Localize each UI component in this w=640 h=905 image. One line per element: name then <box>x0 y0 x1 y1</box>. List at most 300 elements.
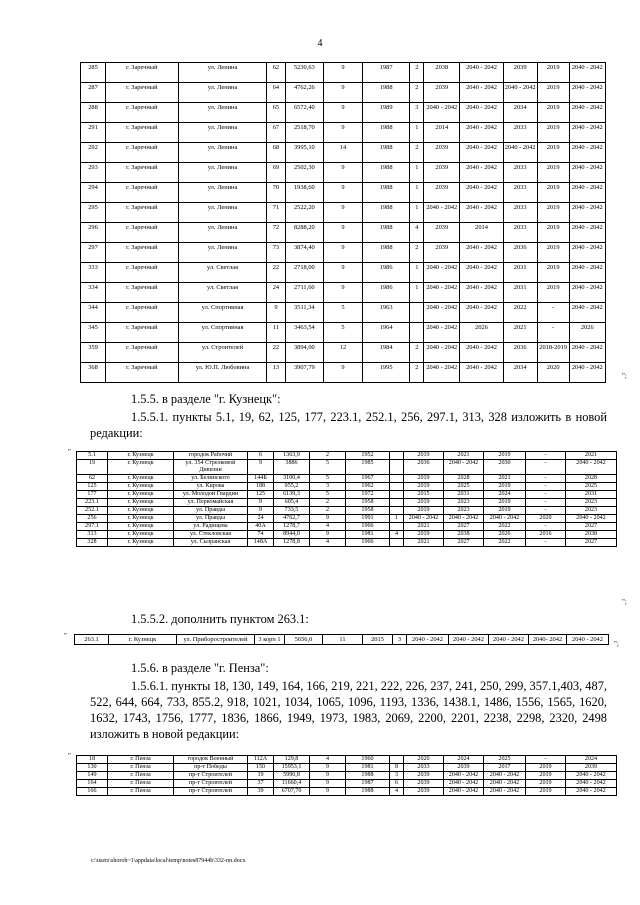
table-cell: 8 <box>390 764 404 772</box>
document-path: c:\users\shoroh~1\appdata\local\temp\notes87944b\332-пп.docx <box>91 858 246 864</box>
table-row <box>77 452 617 460</box>
table-cell: 1278,8 <box>274 539 310 547</box>
table-cell: 18 <box>77 756 108 764</box>
table-cell: 2019 <box>537 163 569 183</box>
table-cell <box>390 499 404 507</box>
table-cell: 2040 - 2042 <box>460 163 503 183</box>
table-cell: 3463,54 <box>285 323 324 343</box>
table-cell: 2040 - 2042 <box>407 635 449 645</box>
table-cell: 1938,60 <box>285 183 324 203</box>
table-cell: 9 <box>324 63 363 83</box>
table-row <box>77 460 617 475</box>
table-cell: 15953,1 <box>274 764 310 772</box>
table-cell: 2 <box>410 143 424 163</box>
table-cell: 2027 <box>444 523 484 531</box>
table-cell: 2039 <box>424 163 460 183</box>
table-cell: 9 <box>267 303 285 323</box>
table-cell: 72 <box>267 223 285 243</box>
table-cell: 2024 <box>484 491 526 499</box>
table-cell: 11 <box>267 323 285 343</box>
table-cell: 294 <box>81 183 106 203</box>
table-cell: г. Кузнецк <box>108 491 174 499</box>
table-cell: 9 <box>324 183 363 203</box>
table-cell: г. Кузнецк <box>108 452 174 460</box>
table-cell: г. Пенза <box>108 772 174 780</box>
table-cell: г. Кузнецк <box>108 507 174 515</box>
table-cell: 2040 - 2042 <box>569 263 605 283</box>
table-cell: 955,2 <box>274 483 310 491</box>
table-cell: 3511,34 <box>285 303 324 323</box>
table-cell: г. Заречный <box>106 63 179 83</box>
table-cell: 2 <box>310 452 346 460</box>
table-row <box>81 203 606 223</box>
table-cell: 5656,0 <box>285 635 323 645</box>
table-cell: 1988 <box>362 163 410 183</box>
table-cell: 1952 <box>346 452 390 460</box>
table-cell: ул. Правды <box>174 507 248 515</box>
table-cell: ул. Радищева <box>174 523 248 531</box>
table-cell: 9 <box>310 515 346 523</box>
table-cell: 125 <box>248 491 274 499</box>
table4-open-quote: " <box>68 752 71 760</box>
table-cell: 2040 - 2042 <box>424 103 460 123</box>
table-cell: 2040 - 2042 <box>424 303 460 323</box>
table-penza <box>76 755 617 796</box>
table-cell: г. Заречный <box>106 363 179 383</box>
table-cell: 605,4 <box>274 499 310 507</box>
table-cell: г. Заречный <box>106 323 179 343</box>
table-cell: ул. Ленина <box>178 183 267 203</box>
table-cell: 2033 <box>503 163 537 183</box>
table-cell: 1986 <box>362 263 410 283</box>
table-cell: г. Заречный <box>106 83 179 103</box>
table-cell: 39 <box>248 788 274 796</box>
table-cell: 2040 - 2042 <box>566 788 617 796</box>
table-cell: 177 <box>77 491 108 499</box>
table-cell: - <box>526 756 566 764</box>
table-cell: 2025 <box>444 483 484 491</box>
table-cell: 2040 - 2042 <box>460 123 503 143</box>
table-row <box>77 539 617 547</box>
table-cell: 1988 <box>362 83 410 103</box>
table-cell: 22 <box>267 263 285 283</box>
table-row <box>75 635 609 645</box>
table-cell: 1363,9 <box>274 452 310 460</box>
table-cell: 287 <box>81 83 106 103</box>
table-cell: 9 <box>310 788 346 796</box>
table-cell: 2039 <box>444 764 484 772</box>
table-cell: 297 <box>81 243 106 263</box>
table-cell: 2033 <box>503 123 537 143</box>
table-cell: - <box>526 523 566 531</box>
table-cell: г. Пенза <box>108 780 174 788</box>
table-row <box>81 83 606 103</box>
table-cell: 129,8 <box>274 756 310 764</box>
table-cell: 12 <box>324 343 363 363</box>
table-cell: 150 <box>248 764 274 772</box>
table-row <box>81 103 606 123</box>
table-cell: 9 <box>324 123 363 143</box>
table-cell: 2024 <box>566 756 617 764</box>
table-cell: 1960 <box>346 756 390 764</box>
table-cell: ул. Ленина <box>178 123 267 143</box>
table-cell: 1991 <box>346 515 390 523</box>
table-cell: 2033 <box>503 183 537 203</box>
table-cell: 2019 <box>537 103 569 123</box>
table-cell: 2024 <box>444 756 484 764</box>
table-cell: 1988 <box>362 223 410 243</box>
table-cell: 2023 <box>566 507 617 515</box>
table-cell: г. Кузнецк <box>108 539 174 547</box>
table-cell <box>390 539 404 547</box>
table-cell: г. Кузнецк <box>108 483 174 491</box>
table-row <box>77 788 617 796</box>
table-cell: 2040 - 2042 <box>444 460 484 475</box>
table-cell: 2518,70 <box>285 123 324 143</box>
table-cell: г. Заречный <box>106 163 179 183</box>
table-cell: 4762,7 <box>274 515 310 523</box>
table-cell: 2038 <box>424 63 460 83</box>
table-cell: 24 <box>248 515 274 523</box>
table-cell: 2017 <box>484 764 526 772</box>
table-cell: 8944,0 <box>274 531 310 539</box>
table-cell: ул. Ленина <box>178 63 267 83</box>
table-cell: 6 <box>390 780 404 788</box>
table-cell: 2033 <box>503 203 537 223</box>
table-cell: 2027 <box>566 523 617 531</box>
table-cell: 125 <box>77 483 108 491</box>
table-cell: 2014 <box>424 123 460 143</box>
table-cell: 2026 <box>484 531 526 539</box>
table-cell: 2522,20 <box>285 203 324 223</box>
table-kuznetsk-add <box>74 634 609 645</box>
table-cell: 2039 <box>424 183 460 203</box>
table-cell: 3874,40 <box>285 243 324 263</box>
table-cell: 252.1 <box>77 507 108 515</box>
table-cell: 3995,10 <box>285 143 324 163</box>
table-cell: ул. Ленина <box>178 143 267 163</box>
table-cell: - <box>526 491 566 499</box>
table-cell: 333 <box>81 263 106 283</box>
table-row <box>81 283 606 303</box>
table-cell: 293 <box>81 163 106 183</box>
table-cell: 2040 - 2042 <box>569 283 605 303</box>
table-cell: 4 <box>390 531 404 539</box>
table-cell: 1987 <box>346 780 390 788</box>
table-cell: 5 <box>324 303 363 323</box>
table-cell: 2040 - 2042 <box>566 460 617 475</box>
table-cell: 2040 - 2042 <box>460 203 503 223</box>
table-cell: 9 <box>248 499 274 507</box>
table-cell <box>390 491 404 499</box>
table3-open-quote: " <box>64 632 67 640</box>
table-row <box>81 123 606 143</box>
table-cell: 1967 <box>346 475 390 483</box>
table-cell: 1986 <box>362 283 410 303</box>
table-cell: 2021 <box>444 452 484 460</box>
table-cell: 68 <box>267 143 285 163</box>
table-cell: 5230,63 <box>285 63 324 83</box>
table-cell: 2718,00 <box>285 263 324 283</box>
table-cell: 2040 - 2042 <box>424 203 460 223</box>
table-cell: 2019 <box>537 223 569 243</box>
table-cell: 2040 - 2042 <box>569 143 605 163</box>
table-cell: 296 <box>81 223 106 243</box>
table-cell: 1988 <box>346 788 390 796</box>
table-cell: 2019 <box>537 263 569 283</box>
table-cell: г. Заречный <box>106 263 179 283</box>
table-cell: 2040 - 2042 <box>460 63 503 83</box>
table-cell: 334 <box>81 283 106 303</box>
table-cell: 256 <box>77 515 108 523</box>
table-cell: ул. Сызранская <box>174 539 248 547</box>
table-cell: г. Кузнецк <box>108 515 174 523</box>
table-cell: 2 <box>410 363 424 383</box>
table-cell: 1981 <box>346 531 390 539</box>
table-cell: городок Рабочий <box>174 452 248 460</box>
table-cell: 1989 <box>362 103 410 123</box>
table-cell: 2040 - 2042 <box>569 203 605 223</box>
table-row <box>81 343 606 363</box>
table-cell: 4 <box>310 539 346 547</box>
table-cell: 3 корп 1 <box>255 635 285 645</box>
table-cell: 2028 <box>566 475 617 483</box>
table-row <box>81 143 606 163</box>
table-row <box>77 491 617 499</box>
table-cell: 2030 <box>484 460 526 475</box>
table-cell: 2040 - 2042 <box>460 363 503 383</box>
table-row <box>77 756 617 764</box>
table-cell: 2 <box>410 83 424 103</box>
table-cell: 2039 <box>566 764 617 772</box>
table-cell: 2019 <box>537 123 569 143</box>
table-cell: ул. Ленина <box>178 203 267 223</box>
table-cell: 2040 - 2042 <box>569 103 605 123</box>
table-cell: 2040 - 2042 <box>569 183 605 203</box>
table-row <box>77 499 617 507</box>
table-cell: ул. Спортивная <box>178 303 267 323</box>
table-cell: 2040 - 2042 <box>444 780 484 788</box>
table-cell: 130 <box>77 764 108 772</box>
table-cell: 2020 <box>537 363 569 383</box>
table-cell: 359 <box>81 343 106 363</box>
table-cell: 2019 <box>537 243 569 263</box>
table-cell: 2025 <box>566 483 617 491</box>
table-cell: ул. Светлая <box>178 263 267 283</box>
table-cell: 9 <box>248 507 274 515</box>
table-cell: ул. Кирова <box>174 483 248 491</box>
table-cell <box>390 452 404 460</box>
table-cell: 3 <box>390 772 404 780</box>
table-cell: 67 <box>267 123 285 143</box>
table-cell: 733,5 <box>274 507 310 515</box>
table-cell: 8288,20 <box>285 223 324 243</box>
table-row <box>77 507 617 515</box>
table-cell: 2040 - 2042 <box>566 780 617 788</box>
table-cell: 2040 - 2042 <box>569 123 605 143</box>
table-cell: 2040 - 2042 <box>460 143 503 163</box>
table-cell: 6707,70 <box>274 788 310 796</box>
table-cell: - <box>537 323 569 343</box>
table-cell: 2019 <box>537 283 569 303</box>
table-cell: 24 <box>267 283 285 303</box>
table-cell: 2040 - 2042 <box>569 243 605 263</box>
table-cell: 2040 - 2042 <box>460 303 503 323</box>
table-cell: 2031 <box>503 263 537 283</box>
table-cell: 9 <box>324 103 363 123</box>
table-cell: - <box>526 539 566 547</box>
table-cell: 9 <box>324 363 363 383</box>
table-cell: 37 <box>248 780 274 788</box>
table-cell: 2019 <box>537 203 569 223</box>
table-row <box>81 223 606 243</box>
table-cell: 2040 - 2042 <box>444 515 484 523</box>
table-cell: 2039 <box>424 243 460 263</box>
table-cell: 2027 <box>444 539 484 547</box>
table-cell: 40А <box>248 523 274 531</box>
table-cell: 2040 - 2042 <box>569 223 605 243</box>
table-cell: 2034 <box>503 103 537 123</box>
table-cell: 9 <box>310 764 346 772</box>
table-cell: - <box>537 303 569 323</box>
table-cell: 2039 <box>404 780 444 788</box>
table-cell: ул. Приборостроителей <box>177 635 255 645</box>
table-row <box>81 63 606 83</box>
table-cell: 2019 <box>537 83 569 103</box>
table-cell: 292 <box>81 143 106 163</box>
table-cell: пр-т Строителей <box>174 772 248 780</box>
table-cell: 2040- 2042 <box>529 635 567 645</box>
table-cell: 2019 <box>537 63 569 83</box>
table-cell: 112А <box>248 756 274 764</box>
table-cell: 2018-2019 <box>537 343 569 363</box>
table-row <box>77 764 617 772</box>
table-cell: г. Заречный <box>106 343 179 363</box>
table-cell: 2031 <box>503 283 537 303</box>
table-cell: 11660,4 <box>274 780 310 788</box>
table-row <box>77 515 617 523</box>
table-cell: 71 <box>267 203 285 223</box>
table-kuznetsk <box>76 451 617 547</box>
table-cell: 9 <box>248 460 274 475</box>
table-cell: 2021 <box>484 475 526 483</box>
table-cell <box>390 475 404 483</box>
table-cell: 2040 - 2042 <box>569 63 605 83</box>
table-cell: 5 <box>310 460 346 475</box>
table-cell: 2022 <box>503 303 537 323</box>
table-cell: 1988 <box>362 183 410 203</box>
table-cell: 2040 - 2042 <box>569 163 605 183</box>
table2-close-quote: "; <box>622 598 627 606</box>
table-cell: г. Кузнецк <box>108 523 174 531</box>
table-cell: 2040 - 2042 <box>444 772 484 780</box>
table-cell: 2034 <box>503 363 537 383</box>
table-cell: 2023 <box>566 499 617 507</box>
table-cell: 1963 <box>362 303 410 323</box>
table-cell: 2502,30 <box>285 163 324 183</box>
table-cell: 2033 <box>404 764 444 772</box>
table-cell: 2019 <box>484 483 526 491</box>
table-cell: г. Заречный <box>106 183 179 203</box>
table-cell: 2020 <box>404 756 444 764</box>
table-cell: 1972 <box>346 491 390 499</box>
table-cell: ул. Молодой Гвардии <box>174 491 248 499</box>
table-cell: 2033 <box>503 223 537 243</box>
table-cell: 6572,40 <box>285 103 324 123</box>
table-cell: 2020 <box>526 515 566 523</box>
table-cell: 73 <box>267 243 285 263</box>
table-cell: 1966 <box>346 523 390 531</box>
table-cell: 2040 - 2042 <box>484 772 526 780</box>
table-cell: 4762,26 <box>285 83 324 103</box>
section-1-5-6-heading: 1.5.6. в разделе "г. Пенза": <box>131 661 269 675</box>
table-cell: 9 <box>324 223 363 243</box>
table-cell: 2016 <box>526 531 566 539</box>
table-cell: 2040 - 2042 <box>569 343 605 363</box>
table-cell: 2026 <box>460 323 503 343</box>
table-cell: г. Кузнецк <box>108 460 174 475</box>
table-cell: 2039 <box>424 143 460 163</box>
section-1-5-5-heading: 1.5.5. в разделе "г. Кузнецк": <box>131 392 281 406</box>
table-cell: 9 <box>324 243 363 263</box>
table-cell: ул. Строителей <box>178 343 267 363</box>
table-cell: 1 <box>410 123 424 143</box>
table-cell: - <box>526 475 566 483</box>
table-cell: 22 <box>267 343 285 363</box>
table-cell: 74 <box>248 531 274 539</box>
table-cell: г. Пенза <box>108 756 174 764</box>
table-cell: 2019 <box>484 499 526 507</box>
table-cell: 4 <box>410 223 424 243</box>
table-cell: 1962 <box>346 483 390 491</box>
table-cell: 1988 <box>362 143 410 163</box>
table-cell: 64 <box>267 83 285 103</box>
table-cell: 2019 <box>404 499 444 507</box>
table-cell: 344 <box>81 303 106 323</box>
table-cell: 2040 - 2042 <box>566 772 617 780</box>
page-number: 4 <box>317 38 323 49</box>
table-cell: - <box>526 499 566 507</box>
table-cell: 1966 <box>346 539 390 547</box>
table-cell: 5 <box>324 323 363 343</box>
table-cell: 9 <box>324 263 363 283</box>
table-cell: 2019 <box>484 507 526 515</box>
table-cell: 2019 <box>404 475 444 483</box>
table-cell: 313 <box>77 531 108 539</box>
table-row <box>81 323 606 343</box>
table-cell: 2039 <box>503 63 537 83</box>
table-cell: ул. Ю.П. Любовина <box>178 363 267 383</box>
table-cell: 2040 - 2042 <box>569 363 605 383</box>
table-cell: 2040 - 2042 <box>484 788 526 796</box>
table-cell: 2040 - 2042 <box>489 635 529 645</box>
table-cell: 1964 <box>362 323 410 343</box>
table-cell: 3907,79 <box>285 363 324 383</box>
table-cell: 2021 <box>404 539 444 547</box>
table-cell: г. Заречный <box>106 103 179 123</box>
table-cell: 9 <box>310 531 346 539</box>
table-cell: 5.1 <box>77 452 108 460</box>
table-cell: 1988 <box>346 772 390 780</box>
table-cell: 2040 - 2042 <box>404 515 444 523</box>
table-row <box>77 780 617 788</box>
table-cell: 4 <box>310 523 346 531</box>
table-cell: 2040 - 2042 <box>460 103 503 123</box>
table-cell: 2040 - 2042 <box>460 283 503 303</box>
table-cell: г. Заречный <box>106 283 179 303</box>
table-cell: 2040 - 2042 <box>460 183 503 203</box>
table-cell: 1987 <box>362 63 410 83</box>
